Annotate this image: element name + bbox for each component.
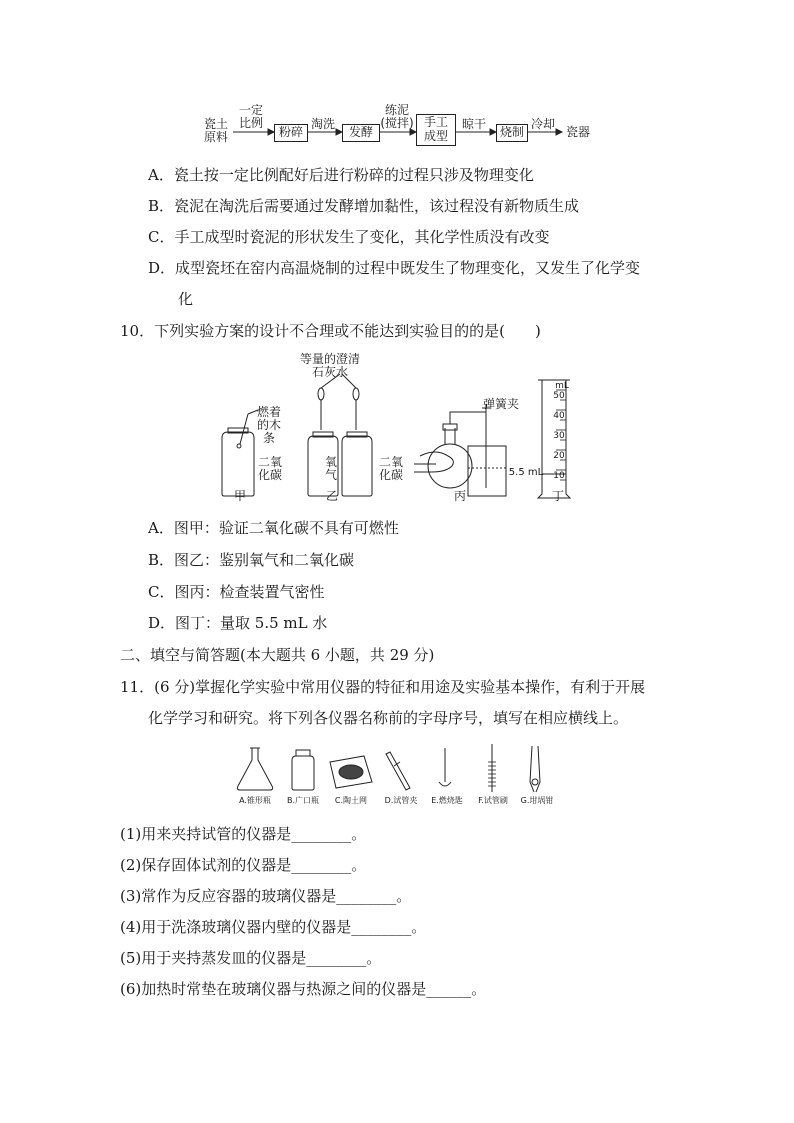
cylinder-tick-20: 20 [553, 451, 565, 461]
yi-oxygen-label: 氧 气 [324, 455, 337, 482]
q10-stem: 10．下列实验方案的设计不合理或不能达到实验目的的是( ) [120, 322, 541, 340]
section-heading: 二、填空与简答题(本大题共 6 小题，共 29 分) [120, 646, 435, 664]
caption-jia: 甲 [233, 489, 246, 503]
flow-arrows [0, 0, 794, 160]
q11-stem-line2: 化学学习和研究。将下列各仪器名称前的字母序号，填写在相应横线上。 [148, 709, 629, 727]
q11-stem-line1: 11．(6 分)掌握化学实验中常用仪器的特征和用途及实验基本操作，有利于开展 [120, 678, 646, 696]
limewater-label: 等量的澄清 石灰水 [299, 352, 360, 379]
yi-co2-label: 二氧 化碳 [378, 455, 403, 482]
caption-ding: 丁 [551, 489, 564, 503]
cylinder-reading: 5.5 mL [508, 467, 544, 478]
burning-stick-label: 燃着 的木 条 [256, 405, 281, 445]
q9-option-c: C．手工成型时瓷泥的形状发生了变化，其化学性质没有改变 [148, 228, 550, 246]
flow-step1-label: 一定 比例 [238, 103, 263, 130]
flow-step2-label: 淘洗 [310, 117, 335, 131]
flow-box-crush: 粉碎 [274, 124, 308, 142]
flow-step3-label: 练泥 (搅拌) [380, 103, 414, 130]
cylinder-unit: mL [555, 381, 569, 391]
instrument-labels [230, 794, 560, 806]
q9-option-a: A．瓷土按一定比例配好后进行粉碎的过程只涉及物理变化 [148, 166, 534, 184]
q9-option-d: D．成型瓷坯在窑内高温烧制的过程中既发生了物理变化，又发生了化学变 [148, 259, 641, 277]
caption-yi: 乙 [325, 489, 338, 503]
instrument-label-g: G.坩埚钳 [520, 796, 554, 805]
instrument-label-f: F.试管刷 [478, 796, 508, 805]
cylinder-tick-40: 40 [553, 411, 565, 421]
q9-option-d-cont: 化 [178, 290, 194, 308]
q11-item-4: (4)用于洗涤玻璃仪器内壁的仪器是________。 [120, 918, 427, 936]
q11-item-3: (3)常作为反应容器的玻璃仪器是________。 [120, 887, 412, 905]
instrument-label-d: D.试管夹 [384, 796, 418, 805]
instrument-label-c: C.陶土网 [334, 796, 368, 805]
flow-box-ferment: 发酵 [342, 124, 380, 142]
cylinder-tick-10: 10 [553, 471, 565, 481]
cylinder-tick-30: 30 [553, 431, 565, 441]
q10-option-b: B．图乙：鉴别氧气和二氧化碳 [148, 551, 355, 569]
q10-option-a: A．图甲：验证二氧化碳不具有可燃性 [148, 519, 399, 537]
flow-step4-label: 晾干 [461, 117, 486, 131]
instrument-label-b: B.广口瓶 [286, 796, 320, 805]
flow-box-shaping: 手工 成型 [416, 114, 456, 146]
flow-step5-label: 冷却 [530, 117, 555, 131]
flow-end-label: 瓷器 [565, 125, 590, 139]
jia-gas-label: 二氧 化碳 [257, 455, 282, 482]
flow-start-label: 瓷土 原料 [203, 117, 228, 144]
q10-option-d: D．图丁：量取 5.5 mL 水 [148, 614, 328, 632]
q11-item-1: (1)用来夹持试管的仪器是________。 [120, 825, 367, 843]
q11-item-6: (6)加热时常垫在玻璃仪器与热源之间的仪器是______。 [120, 980, 487, 998]
instrument-label-a: A.锥形瓶 [239, 796, 271, 805]
q10-option-c: C．图丙：检查装置气密性 [148, 583, 325, 601]
instrument-label-e: E.燃烧匙 [431, 796, 463, 805]
instrument-drawings [230, 742, 560, 800]
cylinder-tick-50: 50 [553, 391, 565, 401]
q9-option-b: B．瓷泥在淘洗后需要通过发酵增加黏性，该过程没有新物质生成 [148, 197, 580, 215]
q11-item-2: (2)保存固体试剂的仪器是________。 [120, 856, 367, 874]
flow-box-firing: 烧制 [496, 124, 528, 142]
caption-bing: 丙 [453, 489, 466, 503]
spring-clip-label: 弹簧夹 [482, 397, 519, 411]
q11-item-5: (5)用于夹持蒸发皿的仪器是________。 [120, 949, 382, 967]
